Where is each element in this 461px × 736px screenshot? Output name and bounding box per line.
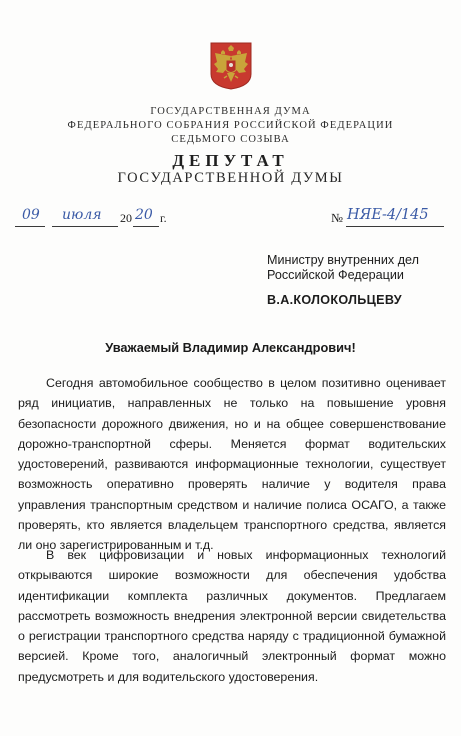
doc-number: НЯЕ-4/145 [347,207,429,223]
date-year-underline [133,226,159,227]
org-line-3: СЕДЬМОГО СОЗЫВА [171,134,290,145]
date-day: 09 [22,207,40,223]
addressee-line-2: Российской Федерации [267,268,404,282]
org-line-2: ФЕДЕРАЛЬНОГО СОБРАНИЯ РОССИЙСКОЙ ФЕДЕРАЦИИ [67,120,394,131]
date-year-suffix: 20 [135,207,153,223]
addressee-name: В.А.КОЛОКОЛЬЦЕВУ [267,293,402,307]
salutation: Уважаемый Владимир Александрович! [105,340,356,355]
doc-number-underline [346,226,444,227]
date-month: июля [62,207,102,223]
doc-number-label: № [331,211,343,225]
date-month-underline [52,226,118,227]
addressee-line-1: Министру внутренних дел [267,253,419,267]
duma-title: ГОСУДАРСТВЕННОЙ ДУМЫ [117,170,344,186]
deputy-title: ДЕПУТАТ [172,151,289,170]
russian-coat-of-arms-icon [210,42,252,90]
date-year-end: г. [160,211,167,225]
date-year-prefix: 20 [120,211,132,225]
body-paragraph-2: В век цифровизации и новых информационных технологий открываются широкие возможности для обеспечения удобства идентификации комплекта различных документов. Предлагаем рассмотреть возможность внедрения электронной версии свидетельства о регистрации транспортного средства наряду с традиционной бумажной версией. Кроме того, аналогичный электронный формат можно предусмотреть и для водительского удостоверения. [18,548,446,684]
org-line-1: ГОСУДАРСТВЕННАЯ ДУМА [150,106,311,117]
body-paragraph-1: Сегодня автомобильное сообщество в целом позитивно оценивает ряд инициатив, направленных не только на повышение уровня безопасности дорожного движения, но и на общее совершенствование дорожно-транспортной сферы. Меняется формат водительских удостоверений, развиваются информационные технологии, существует возможность оперативно проверять наличие у водителя права управления транспортным средством и наличие полиса ОСАГО, а также проверять, кто является владельцем транспортного средства, является ли оно зарегистрированным и т.д. [18,376,446,553]
date-day-underline [15,226,45,227]
